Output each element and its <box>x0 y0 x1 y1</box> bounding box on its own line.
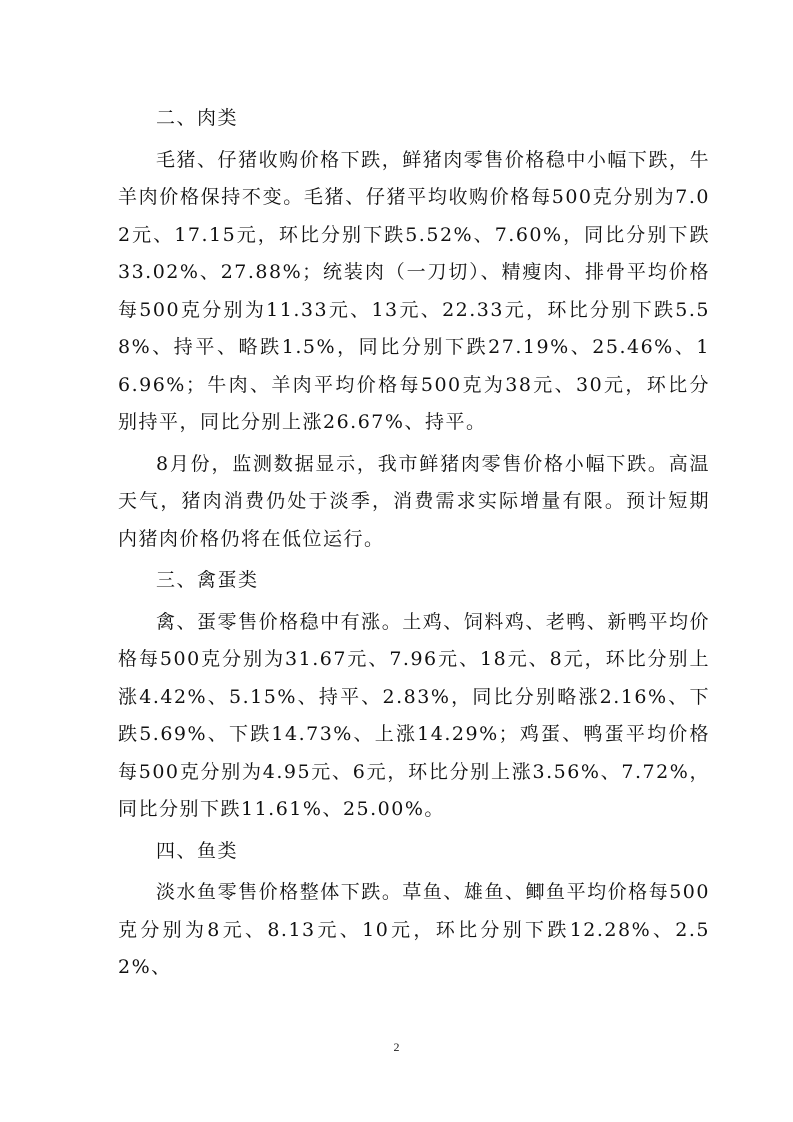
page-number: 2 <box>393 1040 400 1054</box>
paragraph-pork-outlook: 8月份，监测数据显示，我市鲜猪肉零售价格小幅下跌。高温天气，猪肉消费仍处于淡季，消费需求实际增量有限。预计短期内猪肉价格仍将在低位运行。 <box>118 452 710 550</box>
paragraph-poultry-eggs-prices: 禽、蛋零售价格稳中有涨。土鸡、饲料鸡、老鸭、新鸭平均价格每500克分别为31.67元、7.96元、18元、8元，环比分别上涨4.42%、5.15%、持平、2.83%，同比分别略涨2.16%、下跌5.69%、下跌14.73%、上涨14.29%；鸡蛋、鸭蛋平均价格每500克分别为4.95元、6元，环比分别上涨3.56%、7.72%，同比分别下跌11.61%、25.00%。 <box>118 610 710 820</box>
paragraph-meat-prices: 毛猪、仔猪收购价格下跌，鲜猪肉零售价格稳中小幅下跌，牛羊肉价格保持不变。毛猪、仔猪平均收购价格每500克分别为7.02元、17.15元，环比分别下跌5.52%、7.60%，同比分别下跌33.02%、27.88%；统装肉（一刀切）、精瘦肉、排骨平均价格每500克分别为11.33元、13元、22.33元，环比分别下跌5.58%、持平、略跌1.5%，同比分别下跌27.19%、25.46%、16.96%；牛肉、羊肉平均价格每500克为38元、30元，环比分别持平，同比分别上涨26.67%、持平。 <box>118 148 710 433</box>
section-heading-meat: 二、肉类 <box>156 107 239 129</box>
section-heading-fish: 四、鱼类 <box>156 839 239 862</box>
paragraph-fish-prices: 淡水鱼零售价格整体下跌。草鱼、雄鱼、鲫鱼平均价格每500克分别为8元、8.13元、10元，环比分别下跌12.28%、2.52%、 <box>118 881 710 978</box>
section-heading-poultry-eggs: 三、禽蛋类 <box>156 569 259 591</box>
document-body <box>118 100 710 991</box>
